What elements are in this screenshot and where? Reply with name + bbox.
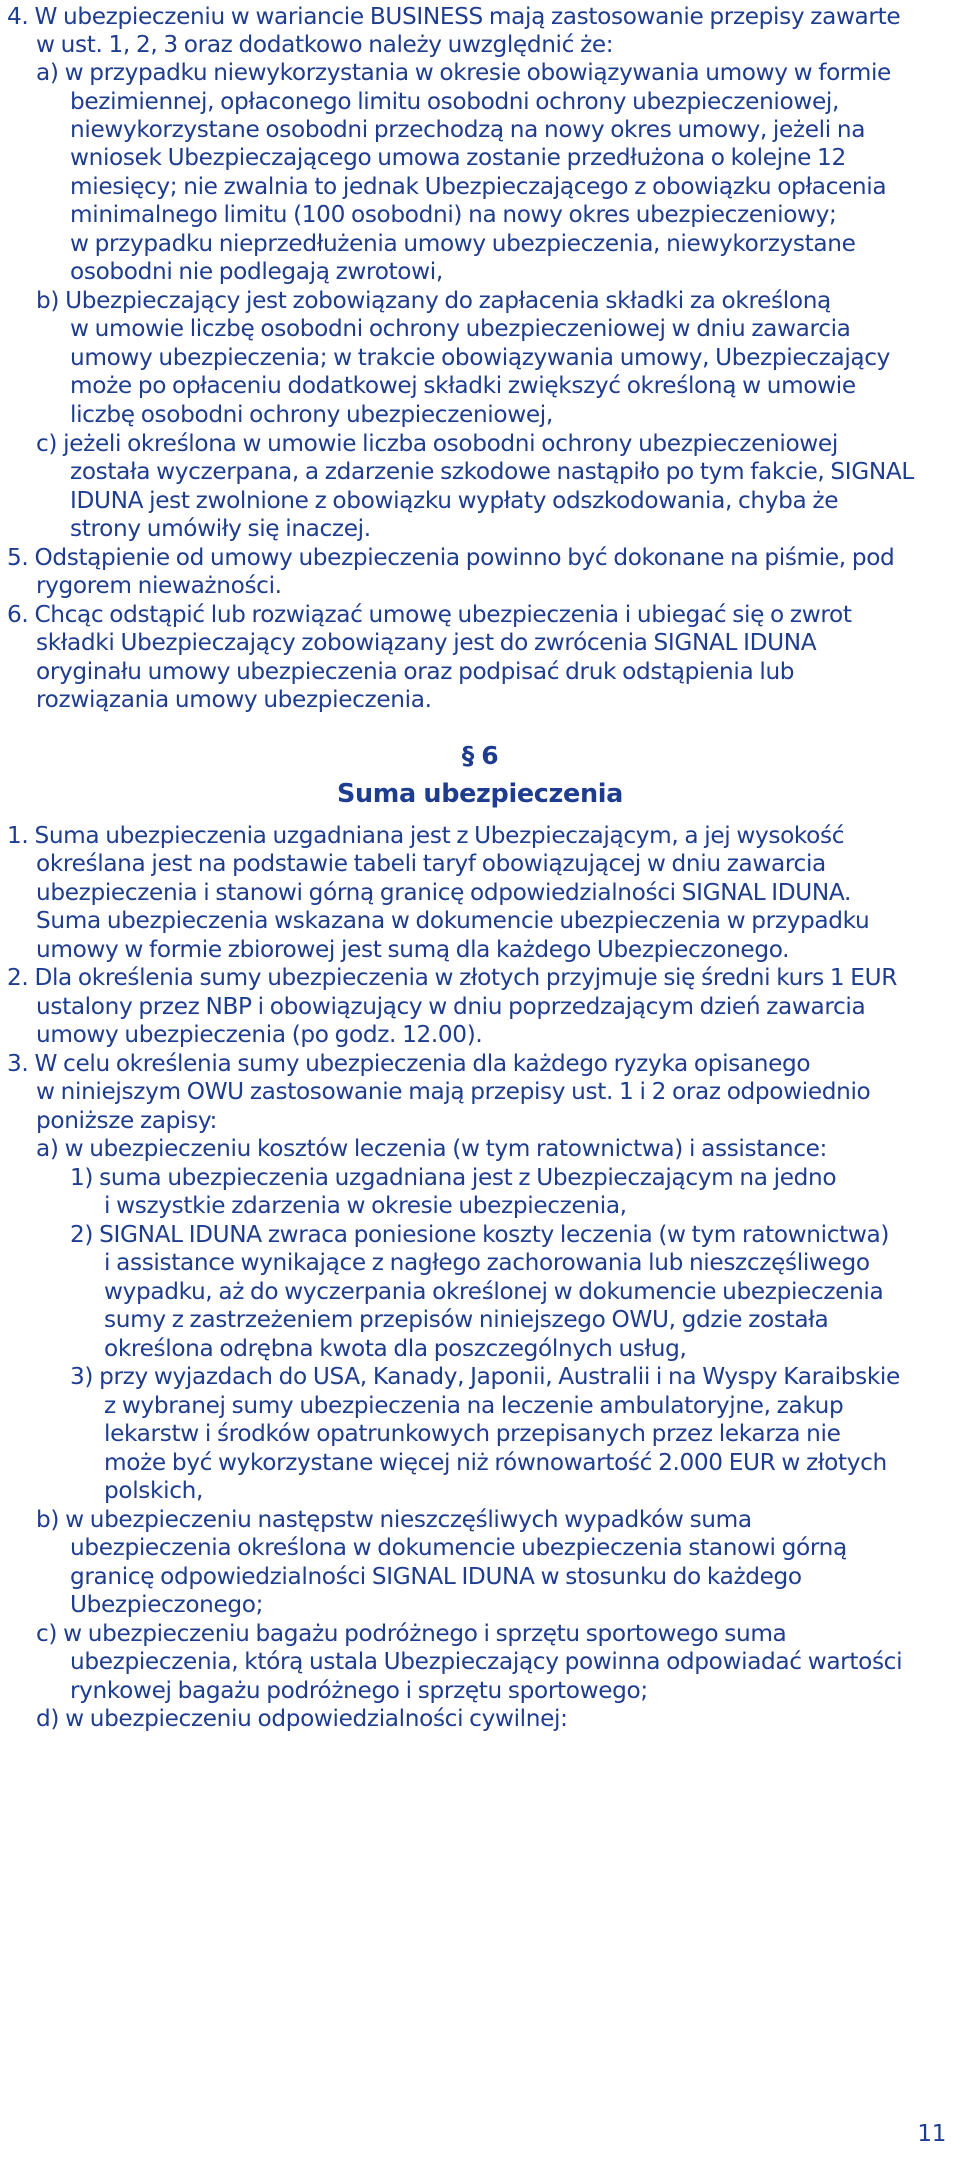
text-line: wypadku, aż do wyczerpania określonej w dokumencie ubezpieczenia	[104, 1278, 884, 1305]
text-line: rygorem nieważności.	[36, 572, 282, 599]
text-line: a) w ubezpieczeniu kosztów leczenia (w tym ratownictwa) i assistance:	[36, 1135, 827, 1162]
text-line: minimalnego limitu (100 osobodni) na nowy okres ubezpieczeniowy;	[70, 201, 837, 228]
text-line: 2) SIGNAL IDUNA zwraca poniesione koszty leczenia (w tym ratownictwa)	[70, 1221, 890, 1248]
text-line: 4. W ubezpieczeniu w wariancie BUSINESS mają zastosowanie przepisy zawarte	[7, 3, 901, 30]
text-line: została wyczerpana, a zdarzenie szkodowe nastąpiło po tym fakcie, SIGNAL	[70, 458, 914, 485]
text-line: w ust. 1, 2, 3 oraz dodatkowo należy uwzględnić że:	[36, 31, 614, 58]
text-line: rozwiązania umowy ubezpieczenia.	[36, 686, 432, 713]
text-line: strony umówiły się inaczej.	[70, 515, 371, 542]
text-line: określana jest na podstawie tabeli taryf obowiązującej w dniu zawarcia	[36, 850, 826, 877]
text-line: i wszystkie zdarzenia w okresie ubezpieczenia,	[104, 1192, 627, 1219]
text-line: w niniejszym OWU zastosowanie mają przepisy ust. 1 i 2 oraz odpowiednio	[36, 1078, 871, 1105]
text-line: składki Ubezpieczający zobowiązany jest do zwrócenia SIGNAL IDUNA	[36, 629, 817, 656]
text-line: 1) suma ubezpieczenia uzgadniana jest z Ubezpieczającym na jedno	[70, 1164, 837, 1191]
text-line: w umowie liczbę osobodni ochrony ubezpieczeniowej w dniu zawarcia	[70, 315, 851, 342]
text-line: lekarstw i środków opatrunkowych przepisanych przez lekarza nie	[104, 1420, 841, 1447]
text-line: i assistance wynikające z nagłego zachorowania lub nieszczęśliwego	[104, 1249, 870, 1276]
text-line: niewykorzystane osobodni przechodzą na nowy okres umowy, jeżeli na	[70, 116, 866, 143]
section-title: Suma ubezpieczenia	[336, 779, 624, 809]
text-line: 2. Dla określenia sumy ubezpieczenia w złotych przyjmuje się średni kurs 1 EUR	[7, 964, 897, 991]
text-line: osobodni nie podlegają zwrotowi,	[70, 258, 443, 285]
text-line: w przypadku nieprzedłużenia umowy ubezpieczenia, niewykorzystane	[70, 230, 856, 257]
text-line: 3. W celu określenia sumy ubezpieczenia dla każdego ryzyka opisanego	[7, 1050, 811, 1077]
text-line: a) w przypadku niewykorzystania w okresie obowiązywania umowy w formie	[36, 59, 891, 86]
text-line: ustalony przez NBP i obowiązujący w dniu poprzedzającym dzień zawarcia	[36, 993, 866, 1020]
text-line: umowy ubezpieczenia (po godz. 12.00).	[36, 1021, 483, 1048]
text-line: z wybranej sumy ubezpieczenia na leczenie ambulatoryjne, zakup	[104, 1392, 844, 1419]
text-line: 1. Suma ubezpieczenia uzgadniana jest z Ubezpieczającym, a jej wysokość	[7, 822, 845, 849]
text-line: b) Ubezpieczający jest zobowiązany do zapłacenia składki za określoną	[36, 287, 831, 314]
text-line: umowy ubezpieczenia; w trakcie obowiązywania umowy, Ubezpieczający	[70, 344, 891, 371]
text-line: ubezpieczenia, którą ustala Ubezpieczający powinna odpowiadać wartości	[70, 1648, 903, 1675]
text-line: ubezpieczenia określona w dokumencie ubezpieczenia stanowi górną	[70, 1534, 847, 1561]
text-line: poniższe zapisy:	[36, 1107, 217, 1134]
text-line: c) w ubezpieczeniu bagażu podróżnego i sprzętu sportowego suma	[36, 1620, 787, 1647]
text-line: umowy w formie zbiorowej jest sumą dla każdego Ubezpieczonego.	[36, 936, 790, 963]
text-line: polskich,	[104, 1477, 203, 1504]
text-line: wniosek Ubezpieczającego umowa zostanie przedłużona o kolejne 12	[70, 144, 846, 171]
text-line: może po opłaceniu dodatkowej składki zwiększyć określoną w umowie	[70, 372, 856, 399]
text-line: 3) przy wyjazdach do USA, Kanady, Japonii, Australii i na Wyspy Karaibskie	[70, 1363, 900, 1390]
text-line: miesięcy; nie zwalnia to jednak Ubezpieczającego z obowiązku opłacenia	[70, 173, 887, 200]
text-line: IDUNA jest zwolnione z obowiązku wypłaty odszkodowania, chyba że	[70, 487, 839, 514]
text-line: oryginału umowy ubezpieczenia oraz podpisać druk odstąpienia lub	[36, 658, 795, 685]
text-line: b) w ubezpieczeniu następstw nieszczęśliwych wypadków suma	[36, 1506, 752, 1533]
section-number: § 6	[461, 741, 499, 770]
text-line: sumy z zastrzeżeniem przepisów niniejszego OWU, gdzie została	[104, 1306, 829, 1333]
text-line: może być wykorzystane więcej niż równowartość 2.000 EUR w złotych	[104, 1449, 887, 1476]
text-line: ubezpieczenia i stanowi górną granicę odpowiedzialności SIGNAL IDUNA.	[36, 879, 852, 906]
text-line: liczbę osobodni ochrony ubezpieczeniowej,	[70, 401, 553, 428]
text-line: 5. Odstąpienie od umowy ubezpieczenia powinno być dokonane na piśmie, pod	[7, 544, 895, 571]
text-line: 6. Chcąc odstąpić lub rozwiązać umowę ubezpieczenia i ubiegać się o zwrot	[7, 601, 852, 628]
text-line: bezimiennej, opłaconego limitu osobodni ochrony ubezpieczeniowej,	[70, 88, 839, 115]
text-line: d) w ubezpieczeniu odpowiedzialności cywilnej:	[36, 1705, 568, 1732]
text-line: Ubezpieczonego;	[70, 1591, 264, 1618]
text-line: c) jeżeli określona w umowie liczba osobodni ochrony ubezpieczeniowej	[36, 430, 838, 457]
text-line: rynkowej bagażu podróżnego i sprzętu sportowego;	[70, 1677, 648, 1704]
text-line: granicę odpowiedzialności SIGNAL IDUNA w stosunku do każdego	[70, 1563, 802, 1590]
page-number: 11	[917, 2121, 946, 2147]
text-line: określona odrębna kwota dla poszczególnych usług,	[104, 1335, 687, 1362]
text-line: Suma ubezpieczenia wskazana w dokumencie ubezpieczenia w przypadku	[36, 907, 870, 934]
